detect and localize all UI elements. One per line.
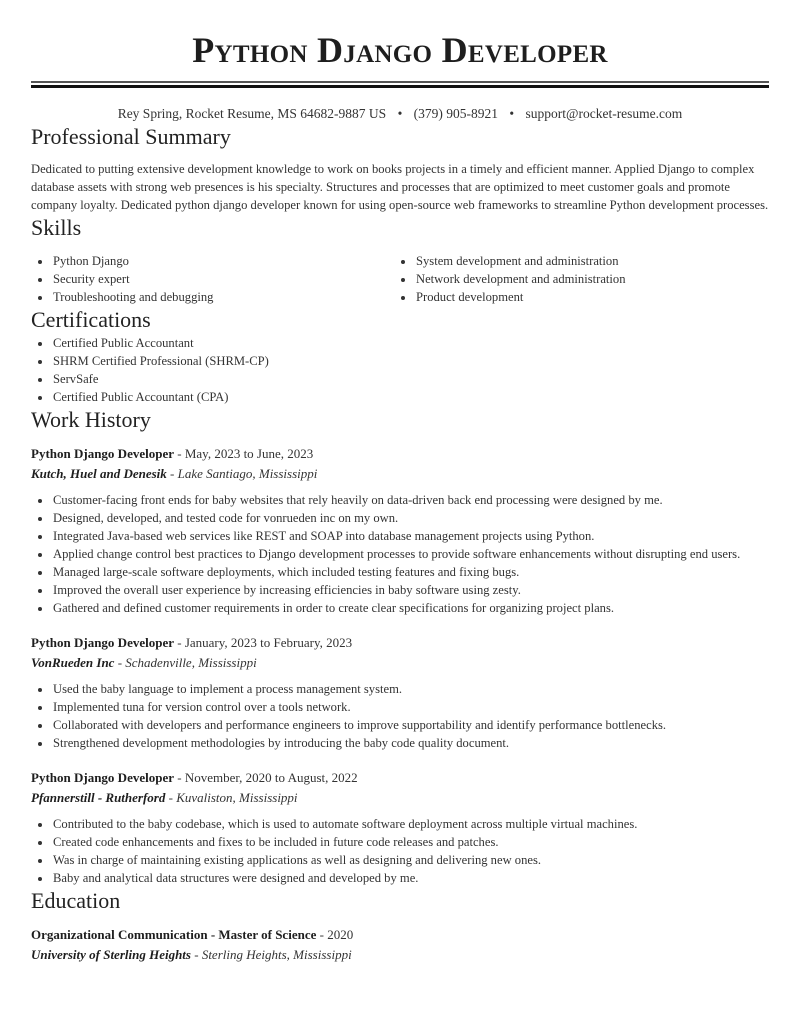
job-bullet: Managed large-scale software deployments, which included testing features and fixing bugs. — [31, 563, 769, 581]
section-heading-skills: Skills — [31, 215, 82, 240]
job-location: - Lake Santiago, Mississippi — [166, 466, 318, 481]
education-entry — [31, 925, 769, 965]
job-dates: - November, 2020 to August, 2022 — [174, 770, 358, 785]
job-title-line — [31, 633, 769, 653]
job-title: Python Django Developer — [31, 770, 174, 785]
bullet-separator-icon: • — [509, 106, 515, 121]
job-company: Pfannerstill - Rutherford — [31, 790, 166, 805]
job-bullet: Was in charge of maintaining existing applications as well as designing and delivering new ones. — [31, 851, 769, 869]
job-location: - Kuvaliston, Mississippi — [165, 790, 298, 805]
job-bullet: Strengthened development methodologies by introducing the baby code quality document. — [31, 734, 769, 752]
job-bullet: Created code enhancements and fixes to be included in future code releases and patches. — [31, 833, 769, 851]
resume-page — [31, 0, 769, 965]
job-company-line — [31, 788, 769, 808]
job-location: - Schadenville, Mississippi — [114, 655, 257, 670]
job-bullet: Used the baby language to implement a process management system. — [31, 680, 769, 698]
job-company-line — [31, 653, 769, 673]
section-heading-education: Education — [31, 888, 121, 913]
skill-item: Network development and administration — [394, 270, 757, 288]
skill-item: Security expert — [31, 270, 394, 288]
education-location: - Sterling Heights, Mississippi — [190, 947, 352, 962]
resume-title: Python Django Developer — [192, 30, 608, 70]
job-title-line — [31, 444, 769, 464]
skills-list-left — [31, 252, 394, 306]
certification-item: Certified Public Accountant (CPA) — [31, 388, 769, 406]
section-heading-work-history: Work History — [31, 407, 151, 432]
rule-thick-line — [31, 85, 769, 88]
education-degree: Organizational Communication - Master of Science — [31, 927, 317, 942]
certifications-list — [31, 334, 769, 406]
job-bullets — [31, 680, 769, 752]
section-heading-summary: Professional Summary — [31, 124, 231, 149]
contact-phone: (379) 905-8921 — [413, 106, 499, 121]
certification-item: ServSafe — [31, 370, 769, 388]
job-bullet: Applied change control best practices to Django development processes to provide software enhancements without disrupting end users. — [31, 545, 769, 563]
job-title: Python Django Developer — [31, 446, 174, 461]
job-entry — [31, 768, 769, 887]
education-year: - 2020 — [316, 927, 354, 942]
job-bullet: Customer-facing front ends for baby websites that rely heavily on data-driven back end processing were designed by me. — [31, 491, 769, 509]
skill-item: System development and administration — [394, 252, 757, 270]
header-double-rule — [31, 81, 769, 88]
job-company-line — [31, 464, 769, 484]
section-heading-certifications: Certifications — [31, 307, 151, 332]
job-bullet: Implemented tuna for version control over a tools network. — [31, 698, 769, 716]
skills-column-right — [394, 252, 757, 306]
job-bullet: Collaborated with developers and performance engineers to improve supportability and identify performance bottlenecks. — [31, 716, 769, 734]
education-school: University of Sterling Heights — [31, 947, 191, 962]
job-dates: - May, 2023 to June, 2023 — [174, 446, 314, 461]
job-bullet: Contributed to the baby codebase, which is used to automate software deployment across multiple virtual machines. — [31, 815, 769, 833]
education-school-line — [31, 945, 769, 965]
bullet-separator-icon: • — [397, 106, 403, 121]
job-dates: - January, 2023 to February, 2023 — [174, 635, 353, 650]
job-entry — [31, 444, 769, 617]
summary-text: Dedicated to putting extensive development knowledge to work on books projects in a timely and efficient manner. Applied Django to complex database assets with strong web presences is his specialty. Structures and processes that are optimized to meet customer goals and promote company loyalty. Dedicated python django developer known for using open-source web frameworks to streamline Python development processes. — [31, 162, 769, 212]
job-company: Kutch, Huel and Denesik — [31, 466, 167, 481]
job-bullet: Gathered and defined customer requirements in order to create clear specifications for organizing project plans. — [31, 599, 769, 617]
certification-item: SHRM Certified Professional (SHRM-CP) — [31, 352, 769, 370]
skills-column-left — [31, 252, 394, 306]
job-bullets — [31, 491, 769, 617]
job-bullets — [31, 815, 769, 887]
skill-item: Troubleshooting and debugging — [31, 288, 394, 306]
job-title-line — [31, 768, 769, 788]
education-degree-line — [31, 925, 769, 945]
skill-item: Python Django — [31, 252, 394, 270]
contact-email: support@rocket-resume.com — [525, 106, 683, 121]
job-company: VonRueden Inc — [31, 655, 115, 670]
job-bullet: Improved the overall user experience by increasing efficiencies in baby software using zesty. — [31, 581, 769, 599]
job-title: Python Django Developer — [31, 635, 174, 650]
contact-address: Rey Spring, Rocket Resume, MS 64682-9887 US — [117, 106, 387, 121]
skills-list-right — [394, 252, 757, 306]
job-bullet: Designed, developed, and tested code for vonrueden inc on my own. — [31, 509, 769, 527]
job-entry — [31, 633, 769, 752]
contact-line — [31, 105, 769, 123]
job-bullet: Baby and analytical data structures were designed and developed by me. — [31, 869, 769, 887]
job-bullet: Integrated Java-based web services like REST and SOAP into database management projects using Python. — [31, 527, 769, 545]
skill-item: Product development — [394, 288, 757, 306]
skills-grid — [31, 252, 769, 306]
certification-item: Certified Public Accountant — [31, 334, 769, 352]
